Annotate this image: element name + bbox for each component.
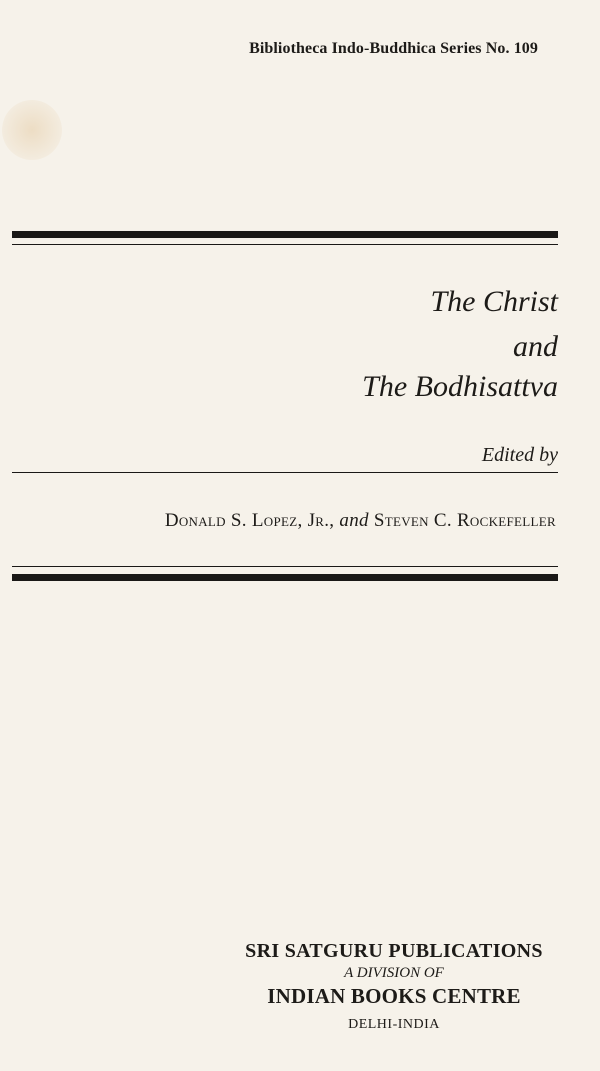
title-line-1: The Christ <box>430 285 558 318</box>
publisher-block <box>234 940 554 1033</box>
title-line-2: and <box>513 330 558 363</box>
edited-by-label: Edited by <box>481 444 558 466</box>
bottom-thin-rule <box>12 566 558 567</box>
editor-conjunction: and <box>339 510 369 531</box>
publisher-location: DELHI-INDIA <box>348 1017 440 1032</box>
bottom-thick-rule <box>12 574 558 581</box>
series-label: Bibliotheca Indo-Buddhica Series No. 109 <box>249 40 538 57</box>
publisher-parent: INDIAN BOOKS CENTRE <box>267 984 521 1008</box>
paper-stain <box>2 100 62 160</box>
title-line-3: The Bodhisattva <box>362 370 558 403</box>
editor-top-rule <box>12 472 558 473</box>
publisher-division: A DIVISION OF <box>344 965 444 981</box>
editors-line <box>165 510 556 532</box>
editor-1: Donald S. Lopez, Jr., <box>164 510 335 531</box>
top-thick-rule <box>12 231 558 238</box>
top-thin-rule <box>12 244 558 245</box>
editor-2: Steven C. Rockefeller <box>373 510 556 531</box>
publisher-name: SRI SATGURU PUBLICATIONS <box>245 940 543 962</box>
